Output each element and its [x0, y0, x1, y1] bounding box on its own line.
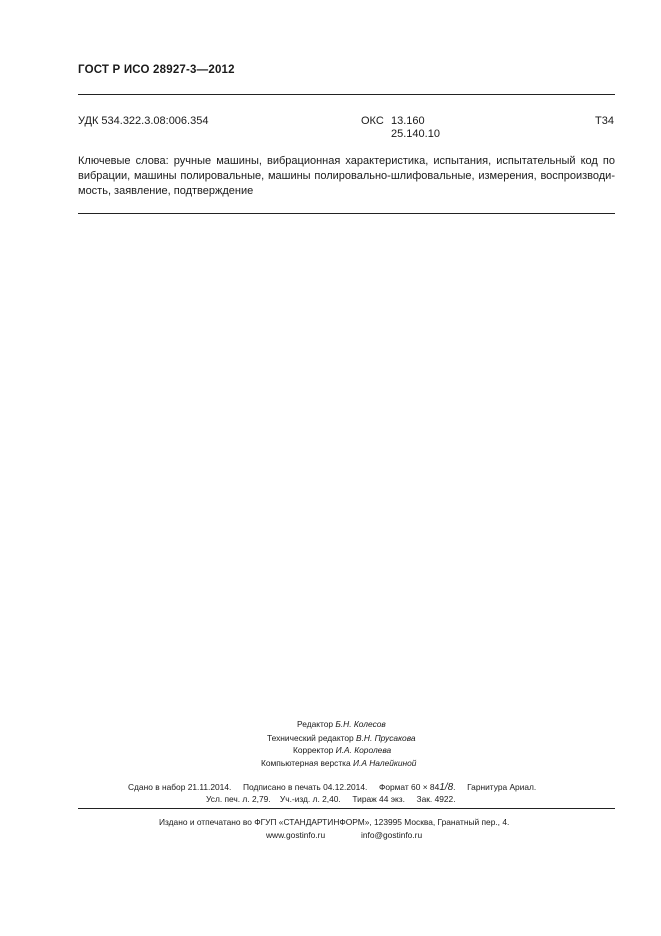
print-info-line-2 — [206, 794, 456, 804]
credit-corrector — [293, 745, 391, 755]
document-title: ГОСТ Р ИСО 28927-3—2012 — [78, 64, 235, 76]
credit-layout — [261, 758, 416, 768]
typeface: Гарнитура Ариал. — [467, 782, 537, 792]
conventional-sheets: Усл. печ. л. 2,79. — [206, 794, 271, 804]
publisher-website: www.gostinfo.ru — [266, 830, 326, 840]
publishing-sheets: Уч.-изд. л. 2,40. — [279, 794, 341, 804]
paper-format: Формат 60 × 84 — [378, 782, 440, 792]
print-info-line-1: Сдано в набор 21.11.2014. Подписано в печать 04.12.2014. Формат 60 × 841/8. Гарнитура Ариал. — [128, 782, 537, 793]
credit-name: Б.Н. Колесов — [335, 719, 386, 729]
order-number: Зак. 4922. — [416, 794, 456, 804]
oks-code-2: 25.140.10 — [391, 128, 440, 140]
keywords-rule — [78, 213, 615, 214]
top-rule — [78, 94, 615, 95]
credit-name: И.А. Королева — [335, 745, 392, 755]
oks-code-1: 13.160 — [391, 115, 425, 127]
credit-tech-editor — [267, 733, 416, 743]
credit-role: Редактор — [297, 719, 334, 729]
format-fraction: 1/8 — [439, 782, 454, 793]
credit-name: В.Н. Прусакова — [355, 733, 416, 743]
signed-date: Подписано в печать 04.12.2014. — [242, 782, 368, 792]
credit-role: Компьютерная верстка — [261, 758, 351, 768]
submitted-date: Сдано в набор 21.11.2014. — [128, 782, 232, 792]
credit-editor — [297, 719, 386, 729]
publisher-email: info@gostinfo.ru — [361, 830, 423, 840]
oks-label: ОКС — [361, 115, 384, 127]
imprint-rule — [78, 808, 615, 809]
credit-name: И.А Налейкиной — [353, 758, 417, 768]
credit-role: Технический редактор — [267, 733, 354, 743]
print-run: Тираж 44 экз. — [352, 794, 405, 804]
udk-code: УДК 534.322.3.08:006.354 — [78, 115, 209, 127]
credit-role: Корректор — [293, 745, 334, 755]
publisher-line: Издано и отпечатано во ФГУП «СТАНДАРТИНФОРМ», 123995 Москва, Гранатный пер., 4. — [159, 817, 510, 827]
group-code: Т34 — [595, 115, 614, 127]
keywords-paragraph: Ключевые слова: ручные машины, вибрационная характеристика, испытания, испытательный код по вибрации, машины полировальные, машины полировально-шлифовальные, измерения, воспроизводи-мость, заявление, подтверждение — [78, 155, 615, 197]
